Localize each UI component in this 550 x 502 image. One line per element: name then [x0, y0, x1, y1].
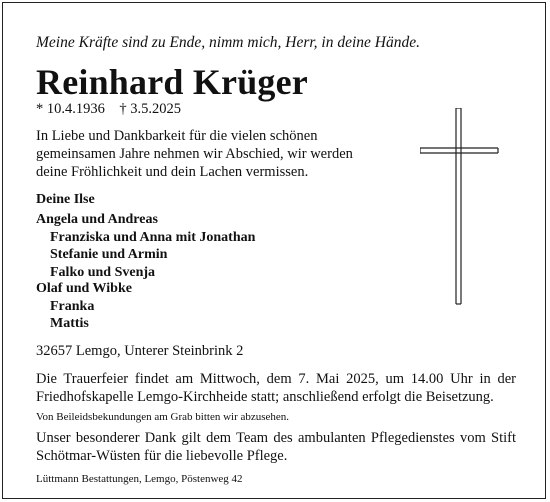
- family-group-1: [36, 211, 255, 281]
- cross-icon: [420, 108, 500, 308]
- intro-text: [36, 127, 353, 181]
- thanks-text: Unser besonderer Dank gilt dem Team des ambulanten Pflegedienstes vom Stift Schötmar-Wüsten für die liebevolle Pflege.: [36, 430, 516, 464]
- funeral-info: Die Trauerfeier findet am Mittwoch, dem 7. Mai 2025, um 14.00 Uhr in der Friedhofskapelle Lemgo-Kirchheide statt; anschließend erfolgt die Beisetzung.: [36, 371, 516, 405]
- life-dates: [36, 101, 181, 118]
- condolence-note: Von Beileidsbekundungen am Grab bitten wir abzusehen.: [36, 411, 290, 423]
- birth-date: * 10.4.1936: [36, 101, 105, 117]
- family-group-head: Angela und Andreas: [36, 212, 158, 227]
- deceased-name: Reinhard Krüger: [36, 62, 308, 102]
- family-member: Falko und Svenja: [50, 264, 156, 280]
- family-member: Stefanie und Armin: [50, 247, 168, 262]
- death-date: † 3.5.2025: [119, 101, 181, 117]
- address: 32657 Lemgo, Unterer Steinbrink 2: [36, 343, 244, 359]
- motto: Meine Kräfte sind zu Ende, nimm mich, Herr, in deine Hände.: [36, 34, 420, 51]
- spouse: Deine Ilse: [36, 192, 95, 207]
- intro-line: gemeinsamen Jahre nehmen wir Abschied, wir werden: [36, 146, 353, 162]
- family-member: Franka: [50, 298, 95, 314]
- family-group-2: [36, 280, 132, 333]
- family-member: Mattis: [50, 316, 89, 331]
- intro-line: deine Fröhlichkeit und dein Lachen vermissen.: [36, 164, 309, 180]
- intro-line: In Liebe und Dankbarkeit für die vielen schönen: [36, 128, 318, 144]
- family-member: Franziska und Anna mit Jonathan: [50, 229, 256, 245]
- family-group-head: Olaf und Wibke: [36, 281, 132, 296]
- undertaker: Lüttmann Bestattungen, Lemgo, Pöstenweg 42: [36, 473, 243, 485]
